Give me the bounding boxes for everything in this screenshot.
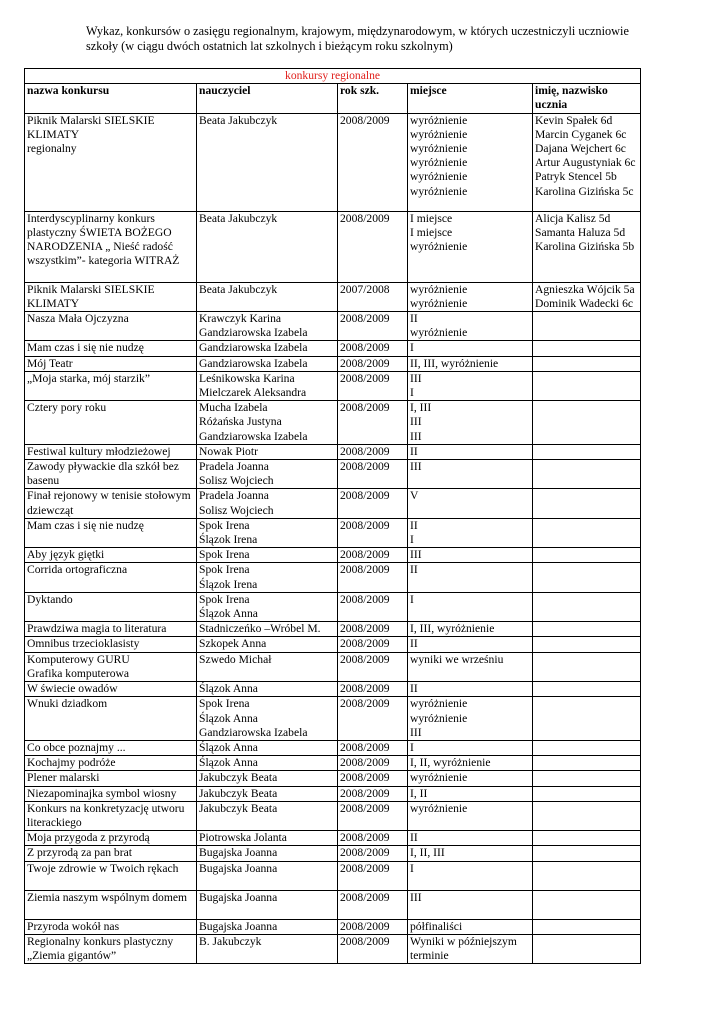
cell-uczen <box>533 371 641 400</box>
cell-konkurs: Kochajmy podróże <box>25 756 197 771</box>
table-row <box>25 371 641 400</box>
cell-miejsce: I <box>408 341 533 356</box>
table-row <box>25 652 641 681</box>
cell-nauczyciel: Ślązok Anna <box>197 756 338 771</box>
cell-nauczyciel: Gandziarowska Izabela <box>197 356 338 371</box>
cell-konkurs: „Moja starka, mój starzik” <box>25 371 197 400</box>
cell-miejsce: II <box>408 831 533 846</box>
table-row <box>25 740 641 755</box>
cell-uczen: Agnieszka Wójcik 5a Dominik Wadecki 6c <box>533 282 641 311</box>
table-row <box>25 890 641 919</box>
cell-konkurs: Moja przygoda z przyrodą <box>25 831 197 846</box>
cell-rok: 2008/2009 <box>338 489 408 518</box>
cell-rok: 2008/2009 <box>338 682 408 697</box>
cell-rok: 2008/2009 <box>338 356 408 371</box>
cell-rok: 2008/2009 <box>338 341 408 356</box>
cell-rok: 2008/2009 <box>338 861 408 890</box>
table-row <box>25 312 641 341</box>
cell-konkurs: Interdyscyplinarny konkurs plastyczny ŚWIETA BOŻEGO NARODZENIA „ Nieść radość wszystkim”- kategoria WITRAŻ <box>25 211 197 282</box>
cell-nauczyciel: Gandziarowska Izabela <box>197 341 338 356</box>
cell-uczen <box>533 861 641 890</box>
cell-nauczyciel: Beata Jakubczyk <box>197 282 338 311</box>
cell-rok: 2008/2009 <box>338 890 408 919</box>
table-row <box>25 919 641 934</box>
cell-nauczyciel: Spok Irena Ślązok Anna <box>197 592 338 621</box>
table-row <box>25 846 641 861</box>
table-row <box>25 786 641 801</box>
cell-rok: 2008/2009 <box>338 548 408 563</box>
cell-rok: 2008/2009 <box>338 756 408 771</box>
cell-miejsce: I, II <box>408 786 533 801</box>
cell-nauczyciel: Pradela Joanna Solisz Wojciech <box>197 460 338 489</box>
cell-rok: 2008/2009 <box>338 786 408 801</box>
cell-rok: 2008/2009 <box>338 460 408 489</box>
cell-konkurs: Mój Teatr <box>25 356 197 371</box>
cell-rok: 2008/2009 <box>338 697 408 741</box>
cell-rok: 2008/2009 <box>338 740 408 755</box>
table-row <box>25 460 641 489</box>
cell-uczen <box>533 356 641 371</box>
cell-miejsce: III <box>408 460 533 489</box>
table-row <box>25 563 641 592</box>
cell-konkurs: Plener malarski <box>25 771 197 786</box>
table-row <box>25 831 641 846</box>
table-row <box>25 444 641 459</box>
cell-rok: 2008/2009 <box>338 444 408 459</box>
cell-nauczyciel: Ślązok Anna <box>197 682 338 697</box>
cell-uczen <box>533 756 641 771</box>
cell-uczen: Alicja Kalisz 5d Samanta Haluza 5d Karolina Gizińska 5b <box>533 211 641 282</box>
cell-uczen <box>533 786 641 801</box>
table-row <box>25 622 641 637</box>
cell-uczen <box>533 622 641 637</box>
cell-uczen <box>533 697 641 741</box>
cell-miejsce: II wyróżnienie <box>408 312 533 341</box>
cell-rok: 2008/2009 <box>338 846 408 861</box>
cell-konkurs: Twoje zdrowie w Twoich rękach <box>25 861 197 890</box>
table-row <box>25 756 641 771</box>
cell-uczen <box>533 652 641 681</box>
table-row <box>25 697 641 741</box>
cell-rok: 2008/2009 <box>338 563 408 592</box>
cell-konkurs: Prawdziwa magia to literatura <box>25 622 197 637</box>
cell-uczen <box>533 592 641 621</box>
document-heading: Wykaz, konkursów o zasięgu regionalnym, krajowym, międzynarodowym, w których uczestniczyli uczniowie szkoły (w ciągu dwóch ostatnich lat szkolnych i bieżącym roku szkolnym) <box>86 24 629 53</box>
cell-miejsce: wyróżnienie wyróżnienie wyróżnienie wyróżnienie wyróżnienie wyróżnienie <box>408 113 533 211</box>
table-row <box>25 637 641 652</box>
table-body <box>25 113 641 964</box>
cell-nauczyciel: Szwedo Michał <box>197 652 338 681</box>
cell-miejsce: II, III, wyróżnienie <box>408 356 533 371</box>
column-header-row <box>25 84 641 113</box>
table-row <box>25 771 641 786</box>
cell-konkurs: Zawody pływackie dla szkół bez basenu <box>25 460 197 489</box>
cell-miejsce: półfinaliści <box>408 919 533 934</box>
cell-nauczyciel: B. Jakubczyk <box>197 934 338 963</box>
cell-miejsce: II I <box>408 518 533 547</box>
cell-miejsce: II <box>408 682 533 697</box>
cell-uczen <box>533 771 641 786</box>
column-header-rok: rok szk. <box>338 84 408 113</box>
table-row <box>25 356 641 371</box>
cell-rok: 2008/2009 <box>338 518 408 547</box>
cell-rok: 2008/2009 <box>338 622 408 637</box>
cell-nauczyciel: Spok Irena Ślązok Anna Gandziarowska Izabela <box>197 697 338 741</box>
cell-nauczyciel: Jakubczyk Beata <box>197 801 338 830</box>
cell-rok: 2008/2009 <box>338 312 408 341</box>
cell-rok: 2008/2009 <box>338 113 408 211</box>
cell-konkurs: Wnuki dziadkom <box>25 697 197 741</box>
table-row <box>25 861 641 890</box>
table-row <box>25 592 641 621</box>
cell-konkurs: Cztery pory roku <box>25 401 197 445</box>
cell-uczen: Kevin Spałek 6d Marcin Cyganek 6c Dajana Wejchert 6c Artur Augustyniak 6c Patryk Stencel 5b Karolina Gizińska 5c <box>533 113 641 211</box>
cell-rok: 2008/2009 <box>338 637 408 652</box>
cell-miejsce: wyróżnienie wyróżnienie III <box>408 697 533 741</box>
cell-uczen <box>533 341 641 356</box>
cell-miejsce: I, III III III <box>408 401 533 445</box>
cell-miejsce: I, III, wyróżnienie <box>408 622 533 637</box>
cell-konkurs: Konkurs na konkretyzację utworu literackiego <box>25 801 197 830</box>
cell-uczen <box>533 682 641 697</box>
cell-miejsce: wyniki we wrześniu <box>408 652 533 681</box>
table-row <box>25 682 641 697</box>
cell-rok: 2008/2009 <box>338 401 408 445</box>
cell-konkurs: Komputerowy GURU Grafika komputerowa <box>25 652 197 681</box>
cell-nauczyciel: Beata Jakubczyk <box>197 211 338 282</box>
cell-miejsce: wyróżnienie <box>408 801 533 830</box>
table-row <box>25 518 641 547</box>
table-row <box>25 934 641 963</box>
column-header-konkurs: nazwa konkursu <box>25 84 197 113</box>
cell-nauczyciel: Bugajska Joanna <box>197 846 338 861</box>
cell-nauczyciel: Nowak Piotr <box>197 444 338 459</box>
cell-nauczyciel: Leśnikowska Karina Mielczarek Aleksandra <box>197 371 338 400</box>
cell-konkurs: Ziemia naszym wspólnym domem <box>25 890 197 919</box>
cell-rok: 2007/2008 <box>338 282 408 311</box>
cell-miejsce: II <box>408 444 533 459</box>
cell-konkurs: Piknik Malarski SIELSKIE KLIMATY <box>25 282 197 311</box>
cell-uczen <box>533 740 641 755</box>
cell-konkurs: Nasza Mała Ojczyzna <box>25 312 197 341</box>
cell-uczen <box>533 919 641 934</box>
cell-nauczyciel: Bugajska Joanna <box>197 919 338 934</box>
cell-miejsce: V <box>408 489 533 518</box>
cell-uczen <box>533 312 641 341</box>
cell-uczen <box>533 401 641 445</box>
column-header-miejsce: miejsce <box>408 84 533 113</box>
cell-konkurs: Dyktando <box>25 592 197 621</box>
cell-konkurs: Co obce poznajmy ... <box>25 740 197 755</box>
cell-konkurs: Corrida ortograficzna <box>25 563 197 592</box>
table-row <box>25 489 641 518</box>
table-row <box>25 548 641 563</box>
cell-nauczyciel: Jakubczyk Beata <box>197 771 338 786</box>
cell-uczen <box>533 934 641 963</box>
cell-miejsce: III <box>408 890 533 919</box>
cell-nauczyciel: Szkopek Anna <box>197 637 338 652</box>
cell-miejsce: I, II, wyróżnienie <box>408 756 533 771</box>
cell-uczen <box>533 831 641 846</box>
cell-uczen <box>533 518 641 547</box>
cell-miejsce: III I <box>408 371 533 400</box>
cell-rok: 2008/2009 <box>338 371 408 400</box>
table-row <box>25 113 641 211</box>
cell-miejsce: Wyniki w późniejszym terminie <box>408 934 533 963</box>
cell-miejsce: I miejsce I miejsce wyróżnienie <box>408 211 533 282</box>
cell-nauczyciel: Mucha Izabela Różańska Justyna Gandziarowska Izabela <box>197 401 338 445</box>
cell-nauczyciel: Bugajska Joanna <box>197 890 338 919</box>
cell-miejsce: I, II, III <box>408 846 533 861</box>
cell-nauczyciel: Spok Irena Ślązok Irena <box>197 563 338 592</box>
cell-nauczyciel: Beata Jakubczyk <box>197 113 338 211</box>
cell-konkurs: Festiwal kultury młodzieżowej <box>25 444 197 459</box>
cell-rok: 2008/2009 <box>338 831 408 846</box>
column-header-nauczyciel: nauczyciel <box>197 84 338 113</box>
cell-uczen <box>533 801 641 830</box>
cell-rok: 2008/2009 <box>338 211 408 282</box>
cell-miejsce: III <box>408 548 533 563</box>
cell-uczen <box>533 563 641 592</box>
cell-uczen <box>533 890 641 919</box>
cell-uczen <box>533 548 641 563</box>
cell-uczen <box>533 460 641 489</box>
cell-nauczyciel: Spok Irena Ślązok Irena <box>197 518 338 547</box>
cell-rok: 2008/2009 <box>338 801 408 830</box>
cell-rok: 2008/2009 <box>338 934 408 963</box>
cell-nauczyciel: Ślązok Anna <box>197 740 338 755</box>
cell-uczen <box>533 444 641 459</box>
cell-konkurs: Mam czas i się nie nudzę <box>25 341 197 356</box>
cell-miejsce: I <box>408 861 533 890</box>
cell-rok: 2008/2009 <box>338 771 408 786</box>
column-header-uczen: imię, nazwisko ucznia <box>533 84 641 113</box>
cell-uczen <box>533 637 641 652</box>
cell-nauczyciel: Piotrowska Jolanta <box>197 831 338 846</box>
cell-konkurs: W świecie owadów <box>25 682 197 697</box>
cell-nauczyciel: Pradela Joanna Solisz Wojciech <box>197 489 338 518</box>
cell-konkurs: Z przyrodą za pan brat <box>25 846 197 861</box>
cell-nauczyciel: Jakubczyk Beata <box>197 786 338 801</box>
cell-konkurs: Piknik Malarski SIELSKIE KLIMATY regionalny <box>25 113 197 211</box>
cell-konkurs: Omnibus trzecioklasisty <box>25 637 197 652</box>
table-row <box>25 282 641 311</box>
cell-konkurs: Aby język giętki <box>25 548 197 563</box>
table-row <box>25 341 641 356</box>
competitions-table <box>24 68 641 964</box>
cell-miejsce: wyróżnienie wyróżnienie <box>408 282 533 311</box>
cell-uczen <box>533 489 641 518</box>
cell-nauczyciel: Krawczyk Karina Gandziarowska Izabela <box>197 312 338 341</box>
cell-konkurs: Mam czas i się nie nudzę <box>25 518 197 547</box>
table-row <box>25 801 641 830</box>
cell-nauczyciel: Spok Irena <box>197 548 338 563</box>
cell-konkurs: Finał rejonowy w tenisie stołowym dziewcząt <box>25 489 197 518</box>
cell-miejsce: I <box>408 592 533 621</box>
cell-miejsce: II <box>408 637 533 652</box>
table-row <box>25 211 641 282</box>
cell-nauczyciel: Bugajska Joanna <box>197 861 338 890</box>
cell-nauczyciel: Stadniczeńko –Wróbel M. <box>197 622 338 637</box>
cell-konkurs: Regionalny konkurs plastyczny „Ziemia gigantów” <box>25 934 197 963</box>
cell-konkurs: Przyroda wokół nas <box>25 919 197 934</box>
cell-rok: 2008/2009 <box>338 592 408 621</box>
cell-konkurs: Niezapominajka symbol wiosny <box>25 786 197 801</box>
section-title: konkursy regionalne <box>25 69 641 84</box>
cell-miejsce: wyróżnienie <box>408 771 533 786</box>
table-row <box>25 401 641 445</box>
cell-uczen <box>533 846 641 861</box>
cell-miejsce: I <box>408 740 533 755</box>
cell-rok: 2008/2009 <box>338 652 408 681</box>
cell-rok: 2008/2009 <box>338 919 408 934</box>
cell-miejsce: II <box>408 563 533 592</box>
